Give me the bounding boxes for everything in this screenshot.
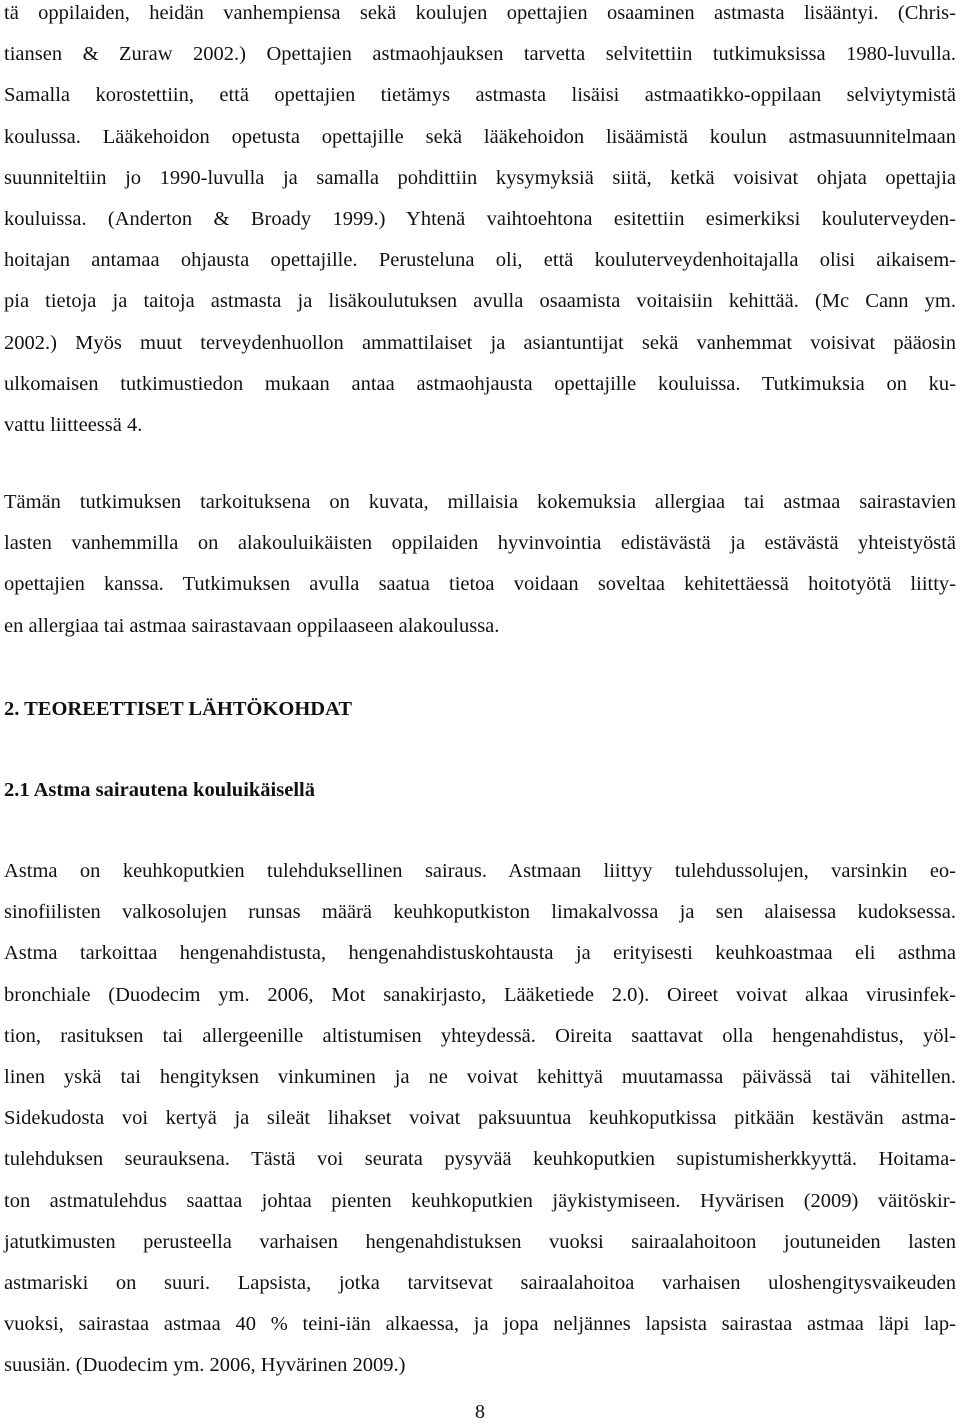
text-line: en allergiaa tai astmaa sairastavaan oppilaaseen alakoulussa. [4, 614, 500, 637]
text-line: tulehduksen seurauksena. Tästä voi seurata pysyvää keuhkoputkien supistumisherkkyyttä. Hoitama- [4, 1148, 956, 1171]
text-line: Sidekudosta voi kertyä ja sileät lihakset voivat paksuuntua keuhkoputkissa pitkään kestävän astma- [4, 1107, 956, 1130]
text-line: hoitajan antamaa ohjausta opettajille. Perusteluna oli, että kouluterveydenhoitajalla olisi aikaisem- [4, 249, 956, 272]
text-line: opettajien kanssa. Tutkimuksen avulla saatua tietoa voidaan soveltaa kehitettäessä hoitotyötä liitty- [4, 573, 956, 596]
section-heading: 2.1 Astma sairautena kouluikäisellä [4, 779, 315, 801]
paragraph-asthma-definition [4, 851, 956, 1386]
text-line: lasten vanhemmilla on alakouluikäisten oppilaiden hyvinvointia edistävästä ja estävästä yhteistyöstä [4, 532, 956, 555]
text-line: 2002.) Myös muut terveydenhuollon ammattilaiset ja asiantuntijat sekä vanhemmat voisivat pääosin [4, 331, 956, 354]
text-line: ton astmatulehdus saattaa johtaa pienten keuhkoputkien jäykistymiseen. Hyvärisen (2009) väitöskir- [4, 1189, 956, 1212]
text-line: astmariski on suuri. Lapsista, jotka tarvitsevat sairaalahoitoa varhaisen uloshengitysvaikeuden [4, 1271, 956, 1294]
text-line: pia tietoja ja taitoja astmasta ja lisäkoulutuksen avulla osaamista voitaisiin kehittää. (Mc Cann ym. [4, 290, 956, 313]
text-line: tiansen & Zuraw 2002.) Opettajien astmaohjauksen tarvetta selvitettiin tutkimuksissa 1980-luvulla. [4, 43, 956, 66]
text-line: koulussa. Lääkehoidon opetusta opettajille sekä lääkehoidon lisäämistä koulun astmasuunnitelmaan [4, 125, 956, 148]
text-line: tion, rasituksen tai allergeenille altistumisen yhteydessä. Oireita saattavat olla hengenahdistus, yöl- [4, 1024, 956, 1047]
paragraph-study-purpose [4, 482, 956, 647]
text-line: sinofiilisten valkosolujen runsas määrä keuhkoputkiston limakalvossa ja sen alaisessa kudoksessa. [4, 901, 956, 924]
text-line: vattu liitteessä 4. [4, 413, 143, 436]
text-line: Astma tarkoittaa hengenahdistusta, hengenahdistuskohtausta ja erityisesti keuhkoastmaa eli asthma [4, 942, 956, 965]
chapter-heading: 2. TEOREETTISET LÄHTÖKOHDAT [4, 698, 353, 720]
text-line: suunniteltiin jo 1990-luvulla ja samalla pohdittiin kysymyksiä siitä, ketkä voisivat ohjata opettajia [4, 166, 956, 189]
text-line: suusiän. (Duodecim ym. 2006, Hyvärinen 2009.) [4, 1354, 406, 1377]
text-line: linen yskä tai hengityksen vinkuminen ja ne voivat kehittyä muutamassa päivässä tai vähitellen. [4, 1065, 956, 1088]
paragraph-teacher-asthma-guidance [4, 0, 956, 446]
text-line: Astma on keuhkoputkien tulehduksellinen sairaus. Astmaan liittyy tulehdussolujen, varsinkin eo- [4, 860, 956, 882]
text-line: vuoksi, sairastaa astmaa 40 % teini-iän alkaessa, ja jopa neljännes lapsista sairastaa astmaa läpi lap- [4, 1313, 956, 1336]
text-line: jatutkimusten perusteella varhaisen hengenahdistuksen vuoksi sairaalahoitoon joutuneiden lasten [4, 1230, 956, 1253]
text-line: Tämän tutkimuksen tarkoituksena on kuvata, millaisia kokemuksia allergiaa tai astmaa sairastavien [4, 491, 956, 513]
page-number: 8 [475, 1401, 485, 1423]
text-line: tä oppilaiden, heidän vanhempiensa sekä koulujen opettajien osaaminen astmasta lisääntyi. (Chris- [4, 2, 956, 24]
text-line: bronchiale (Duodecim ym. 2006, Mot sanakirjasto, Lääketiede 2.0). Oireet voivat alkaa virusinfek- [4, 983, 956, 1006]
text-line: Samalla korostettiin, että opettajien tietämys astmasta lisäisi astmaatikko-oppilaan selviytymistä [4, 84, 956, 107]
text-line: ulkomaisen tutkimustiedon mukaan antaa astmaohjausta opettajille kouluissa. Tutkimuksia on ku- [4, 372, 956, 395]
text-line: kouluissa. (Anderton & Broady 1999.) Yhtenä vaihtoehtona esitettiin esimerkiksi kouluterveyden- [4, 207, 956, 230]
